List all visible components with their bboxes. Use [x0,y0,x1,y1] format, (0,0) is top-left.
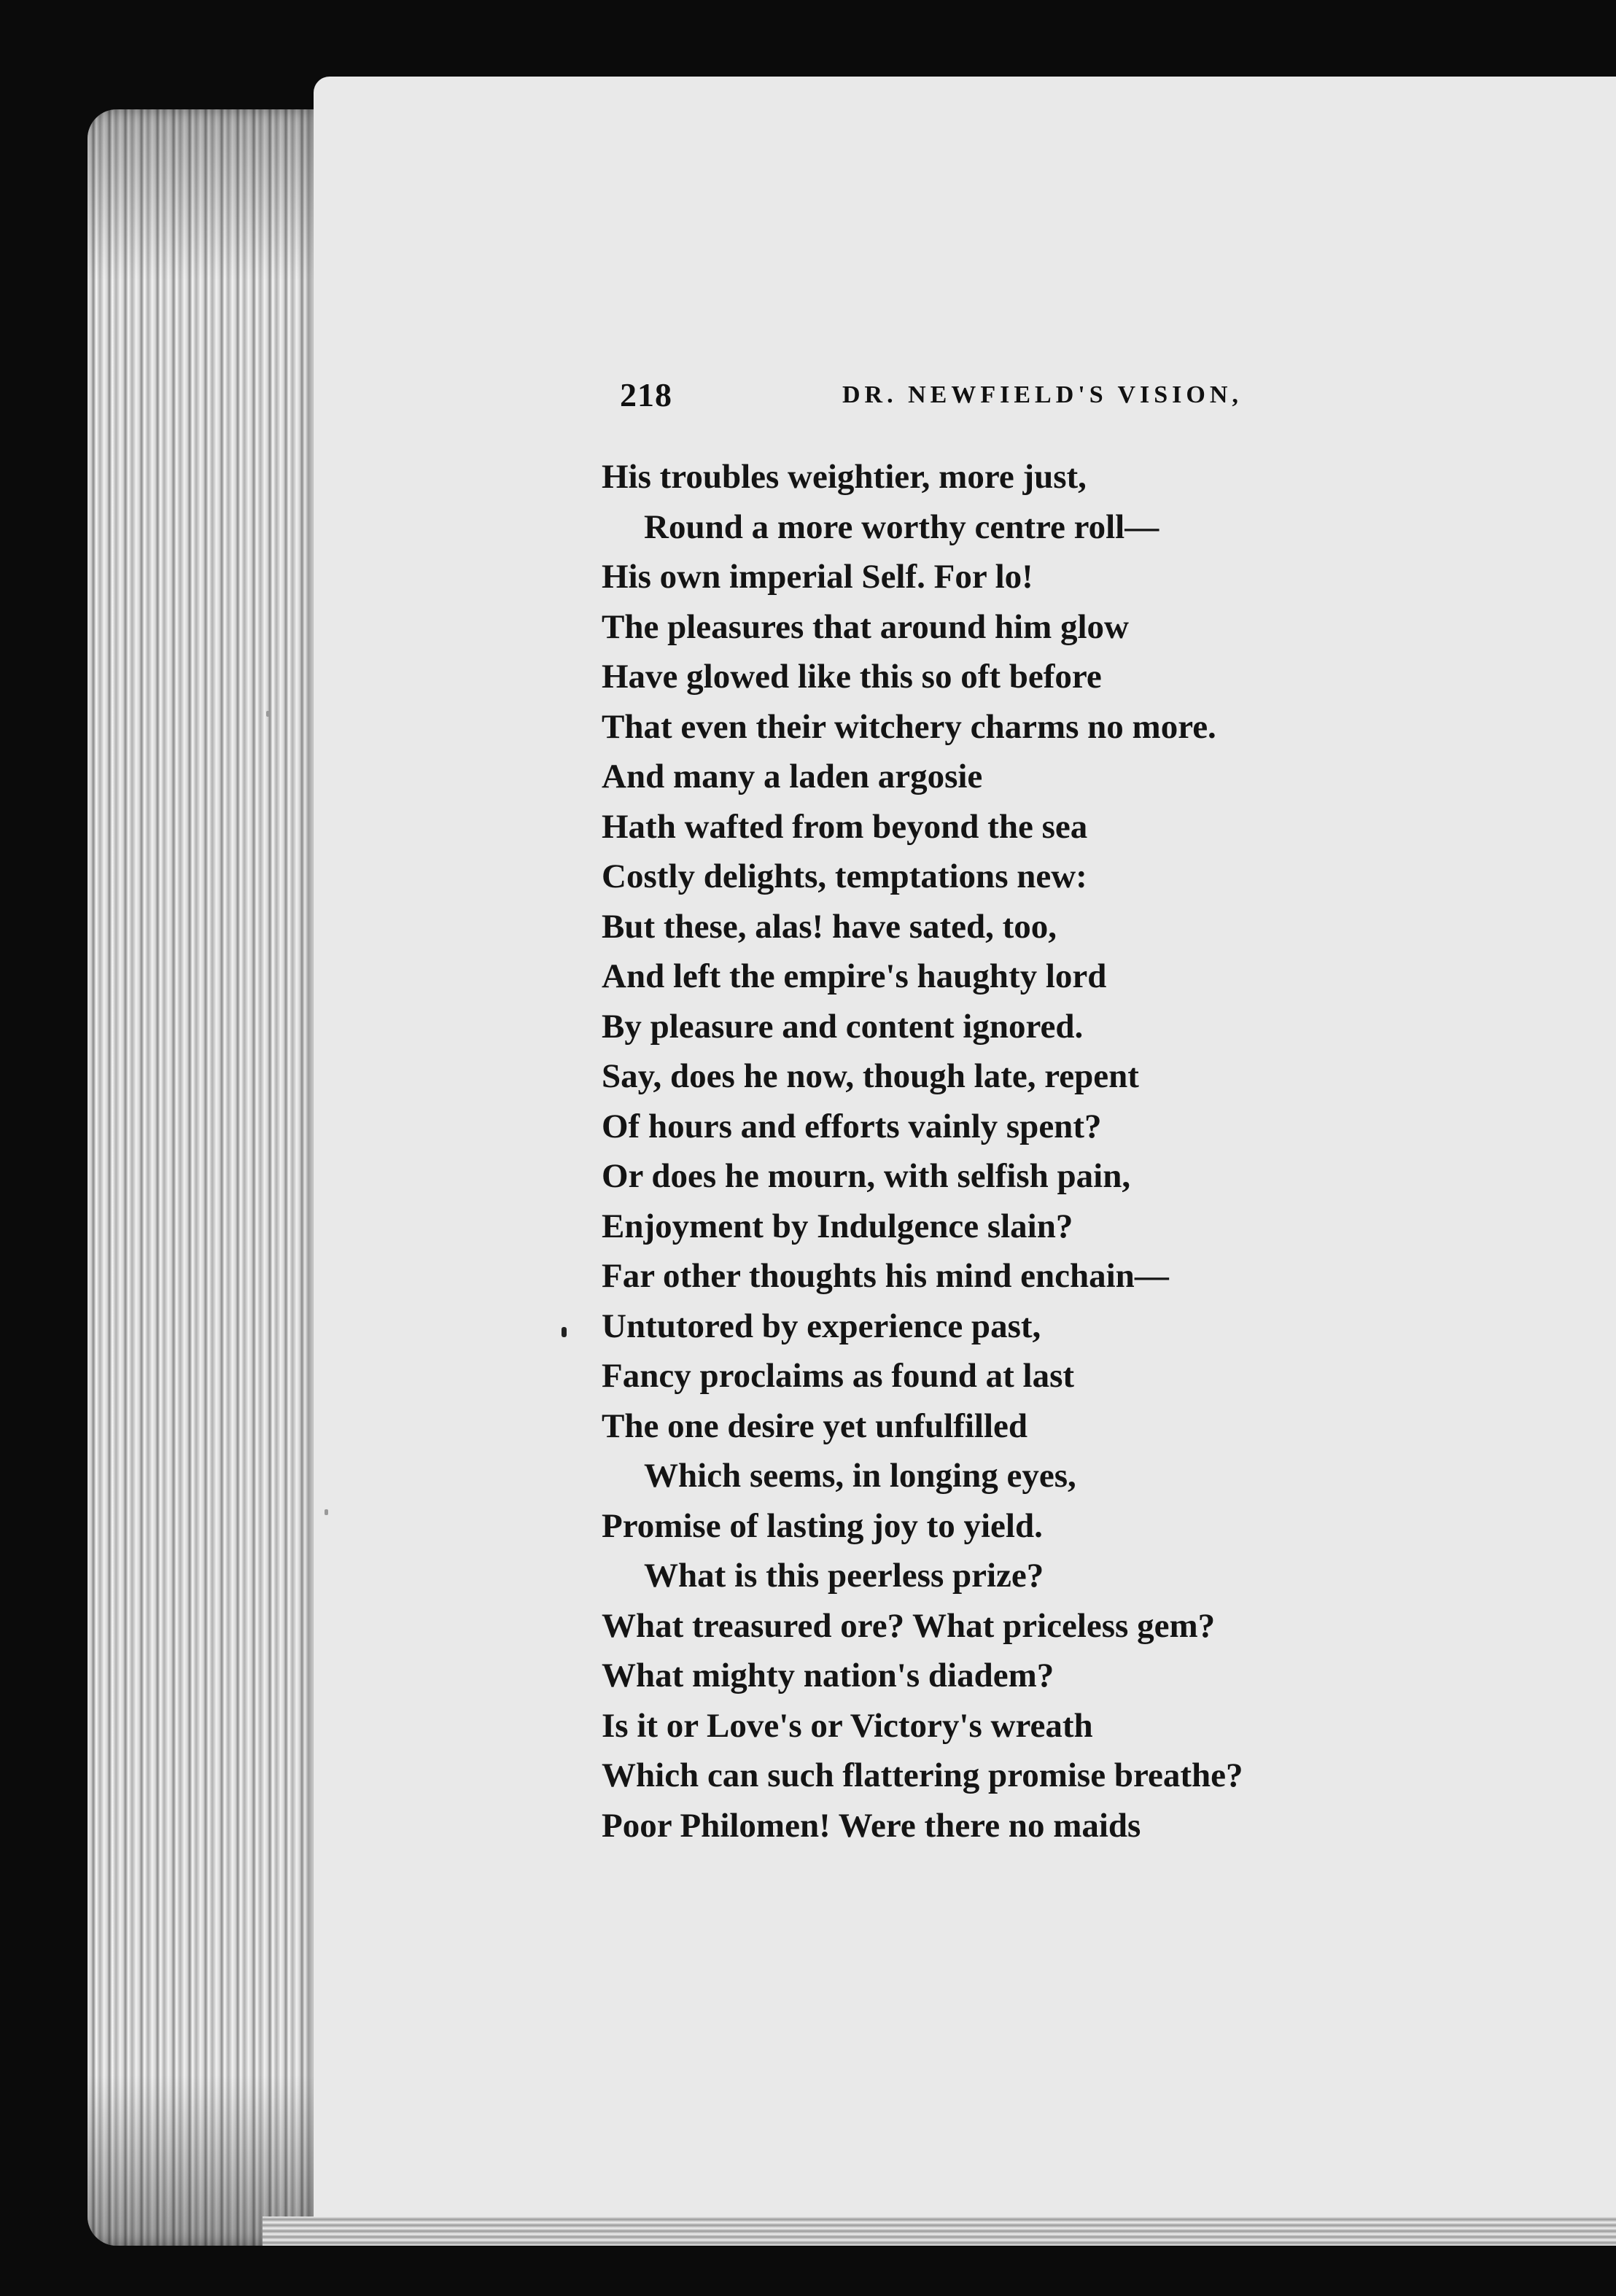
page-bottom-edge [263,2217,1616,2246]
poem-line: But these, alas! have sated, too, [602,907,1057,946]
poem-line: His troubles weightier, more just, [602,458,1087,496]
poem-line: Poor Philomen! Were there no maids [602,1806,1141,1845]
page-header [620,375,1276,419]
poem-line: The pleasures that around him glow [602,607,1129,646]
poem-line: Or does he mourn, with selfish pain, [602,1157,1131,1195]
poem-line: Enjoyment by Indulgence slain? [602,1207,1073,1245]
margin-speck [266,711,270,717]
poem-line: Have glowed like this so oft before [602,658,1102,696]
poem-line: Say, does he now, though late, repent [602,1057,1139,1095]
poem-line: What is this peerless prize? [644,1557,1044,1595]
poem-line: And many a laden argosie [602,758,983,795]
page-number: 218 [620,376,672,413]
poem-line: Hath wafted from beyond the sea [602,807,1088,846]
poem-line: And left the empire's haughty lord [602,957,1107,995]
poem-line: Which can such flattering promise breathe? [602,1756,1243,1794]
poem-line: Fancy proclaims as found at last [602,1357,1075,1395]
margin-mark [562,1327,567,1337]
running-title: DR. NEWFIELD'S VISION, [842,381,1243,408]
poem-line: What treasured ore? What priceless gem? [602,1606,1216,1645]
poem-line: Costly delights, temptations new: [602,857,1087,895]
poem-line: What mighty nation's diadem? [602,1657,1054,1694]
poem-line: Promise of lasting joy to yield. [602,1506,1043,1545]
poem-line: Of hours and efforts vainly spent? [602,1107,1102,1145]
poem-line: By pleasure and content ignored. [602,1007,1084,1046]
poem-line: The one desire yet unfulfilled [602,1406,1028,1445]
poem-line: That even their witchery charms no more. [602,707,1216,746]
margin-speck [325,1509,328,1515]
poem-line: His own imperial Self. For lo! [602,558,1033,596]
poem-line: Untutored by experience past, [602,1307,1041,1345]
poem-text [602,452,1440,1851]
poem-line: Which seems, in longing eyes, [644,1457,1076,1495]
page-edges-shadow [88,109,321,2246]
poem-line: Is it or Love's or Victory's wreath [602,1706,1093,1745]
poem-line: Round a more worthy centre roll— [644,507,1159,546]
poem-line: Far other thoughts his mind enchain— [602,1257,1169,1295]
